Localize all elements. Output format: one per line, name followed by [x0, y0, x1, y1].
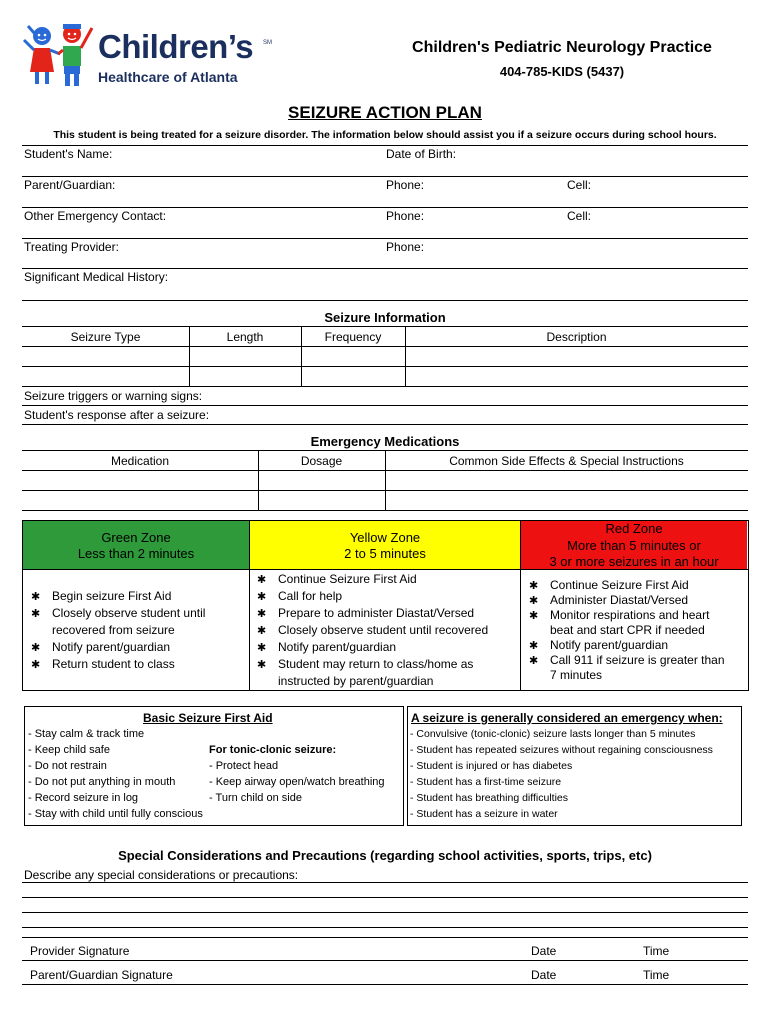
list-item: Prepare to administer Diastat/Versed [278, 606, 475, 620]
provider-signature-label: Provider Signature [30, 944, 130, 958]
yellow-zone-header [250, 521, 520, 569]
list-item: - Convulsive (tonic-clonic) seizure lasts longer than 5 minutes [410, 728, 696, 740]
logo-text-main: Children’s [98, 28, 254, 65]
list-item: Call 911 if seizure is greater than [550, 653, 725, 667]
col-seizure-type: Seizure Type [70, 330, 141, 344]
list-item: Notify parent/guardian [278, 640, 397, 654]
provider-signature-line[interactable] [22, 960, 748, 961]
yellow-zone-subtitle: 2 to 5 minutes [344, 546, 426, 561]
list-item: instructed by parent/guardian [278, 674, 434, 688]
list-item: Closely observe student until [52, 606, 206, 620]
bullet-icon: ✱ [257, 574, 267, 586]
parent-cell-label: Cell: [567, 178, 592, 192]
list-item: Administer Diastat/Versed [550, 593, 689, 607]
col-frequency: Frequency [324, 330, 382, 344]
parent-signature-line[interactable] [22, 984, 748, 985]
bullet-icon: ✱ [529, 580, 539, 592]
parent-label: Parent/Guardian: [24, 178, 116, 192]
col-dosage: Dosage [300, 454, 343, 468]
list-item: - Stay with child until fully conscious [28, 808, 203, 820]
bullet-icon: ✱ [257, 659, 267, 671]
provider-date-label: Date [531, 944, 557, 958]
bullet-icon: ✱ [257, 608, 267, 620]
seizure-info-heading: Seizure Information [324, 310, 446, 325]
bullet-icon: ✱ [529, 640, 539, 652]
emergency-meds-heading: Emergency Medications [310, 434, 460, 449]
children-figures-icon [20, 20, 100, 90]
list-item: Closely observe student until recovered [278, 623, 489, 637]
provider-line[interactable] [22, 268, 748, 269]
signature-top-line [22, 937, 748, 938]
green-zone-subtitle: Less than 2 minutes [77, 546, 195, 561]
bullet-icon: ✱ [257, 625, 267, 637]
bullet-icon: ✱ [31, 608, 41, 620]
list-item: - Do not put anything in mouth [28, 776, 176, 788]
bullet-icon: ✱ [529, 655, 539, 667]
list-item: - Keep child safe [28, 744, 110, 756]
special-line[interactable] [22, 927, 748, 928]
other-contact-label: Other Emergency Contact: [24, 209, 167, 223]
list-item: Student may return to class/home as [278, 657, 474, 671]
list-item: - Do not restrain [28, 760, 107, 772]
history-label: Significant Medical History: [24, 270, 169, 284]
bullet-icon: ✱ [257, 591, 267, 603]
table-border [22, 569, 748, 570]
bullet-icon: ✱ [257, 642, 267, 654]
provider-label: Treating Provider: [24, 240, 119, 254]
logo-sm-mark: SM [263, 40, 272, 46]
yellow-zone-title: Yellow Zone [349, 530, 421, 545]
list-item: beat and start CPR if needed [550, 623, 705, 637]
green-zone-title: Green Zone [101, 530, 171, 545]
provider-time-label: Time [643, 944, 670, 958]
list-item: Notify parent/guardian [52, 640, 171, 654]
list-item: - Student has breathing difficulties [410, 792, 568, 804]
list-item: - Turn child on side [209, 792, 302, 804]
bullet-icon: ✱ [529, 595, 539, 607]
list-item: Monitor respirations and heart [550, 608, 710, 622]
table-row[interactable] [22, 510, 748, 511]
triggers-line[interactable] [22, 405, 748, 406]
list-item: Call for help [278, 589, 343, 603]
divider [22, 145, 748, 146]
table-row[interactable] [22, 386, 748, 387]
parent-time-label: Time [643, 968, 670, 982]
col-medication: Medication [110, 454, 170, 468]
list-item: - Student has a seizure in water [410, 808, 558, 820]
list-item: Return student to class [52, 657, 175, 671]
table-border [22, 346, 748, 347]
response-label: Student's response after a seizure: [24, 408, 210, 422]
dob-label: Date of Birth: [386, 147, 457, 161]
list-item: Notify parent/guardian [550, 638, 669, 652]
special-describe-label: Describe any special considerations or precautions: [24, 868, 299, 882]
student-name-label: Student's Name: [24, 147, 113, 161]
list-item: - Keep airway open/watch breathing [209, 776, 385, 788]
list-item: - Record seizure in log [28, 792, 139, 804]
col-description: Description [546, 330, 607, 344]
green-zone-header [23, 521, 249, 569]
col-length: Length [226, 330, 264, 344]
red-zone-subtitle-2: 3 or more seizures in an hour [549, 554, 719, 569]
response-line[interactable] [22, 424, 748, 425]
special-heading: Special Considerations and Precautions (regarding school activities, sports, trips, etc) [118, 848, 652, 863]
list-item: 7 minutes [550, 668, 603, 682]
bullet-icon: ✱ [529, 610, 539, 622]
page-title: SEIZURE ACTION PLAN [288, 103, 482, 122]
col-side-effects: Common Side Effects & Special Instructions [449, 454, 684, 468]
table-border [22, 326, 748, 327]
parent-date-label: Date [531, 968, 557, 982]
intro-text: This student is being treated for a seizure disorder. The information below should assist you if a seizure occurs during school hours. [53, 129, 717, 141]
emergency-when-heading: A seizure is generally considered an emergency when: [411, 711, 723, 725]
parent-phone-label: Phone: [386, 178, 425, 192]
list-item: Continue Seizure First Aid [278, 572, 417, 586]
list-item: Continue Seizure First Aid [550, 578, 689, 592]
other-phone-label: Phone: [386, 209, 425, 223]
list-item: - Stay calm & track time [28, 728, 145, 740]
list-item: - Student is injured or has diabetes [410, 760, 573, 772]
table-row[interactable] [22, 366, 748, 367]
logo [20, 20, 270, 90]
special-line[interactable] [22, 912, 748, 913]
red-zone-title: Red Zone [605, 521, 663, 536]
first-aid-heading: Basic Seizure First Aid [143, 711, 273, 725]
red-zone-subtitle: More than 5 minutes or [567, 538, 701, 553]
triggers-label: Seizure triggers or warning signs: [24, 389, 203, 403]
student-name-line[interactable] [22, 176, 748, 177]
tonic-clonic-heading: For tonic-clonic seizure: [209, 744, 337, 756]
list-item: - Student has repeated seizures without regaining consciousness [410, 744, 713, 756]
practice-phone: 404-785-KIDS (5437) [499, 64, 625, 79]
parent-signature-label: Parent/Guardian Signature [30, 968, 173, 982]
list-item: recovered from seizure [52, 623, 175, 637]
bullet-icon: ✱ [31, 591, 41, 603]
special-line[interactable] [22, 882, 748, 883]
list-item: - Student has a first-time seizure [410, 776, 562, 788]
special-line[interactable] [22, 897, 748, 898]
parent-line[interactable] [22, 207, 748, 208]
practice-name: Children's Pediatric Neurology Practice [412, 39, 712, 56]
bullet-icon: ✱ [31, 659, 41, 671]
list-item: Begin seizure First Aid [52, 589, 172, 603]
list-item: - Protect head [209, 760, 279, 772]
other-contact-line[interactable] [22, 238, 748, 239]
history-line[interactable] [22, 300, 748, 301]
other-cell-label: Cell: [567, 209, 592, 223]
logo-text-sub: Healthcare of Atlanta [98, 69, 238, 85]
provider-phone-label: Phone: [386, 240, 425, 254]
bullet-icon: ✱ [31, 642, 41, 654]
